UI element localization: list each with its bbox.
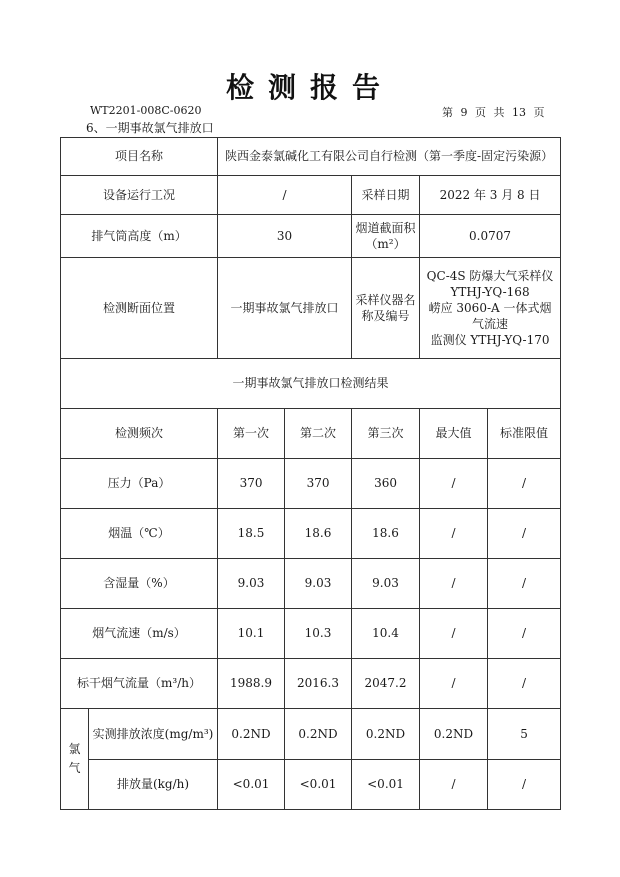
cell-second: <0.01: [285, 760, 352, 810]
table-row: [61, 659, 561, 709]
table-row: [61, 609, 561, 659]
results-header-row: [61, 409, 561, 459]
cell-third: <0.01: [352, 760, 420, 810]
cell-third: 0.2ND: [352, 709, 420, 760]
cell-first: 18.5: [218, 509, 285, 559]
header-second: 第二次: [285, 409, 352, 459]
cell-limit: /: [488, 609, 561, 659]
instrument-line-4: 监测仪 YTHJ-YQ-170: [430, 333, 550, 348]
cell-third: 2047.2: [352, 659, 420, 709]
cell-second: 0.2ND: [285, 709, 352, 760]
cell-second: 18.6: [285, 509, 352, 559]
cell-limit: /: [488, 459, 561, 509]
cell-third: 9.03: [352, 559, 420, 609]
row-label: 排放量(kg/h): [89, 760, 218, 810]
section-heading: 6、一期事故氯气排放口: [86, 121, 214, 135]
cell-limit: /: [488, 760, 561, 810]
device-status-value: /: [218, 176, 352, 215]
table-row: [61, 709, 561, 760]
table-row: [61, 459, 561, 509]
cell-second: 370: [285, 459, 352, 509]
cell-second: 10.3: [285, 609, 352, 659]
cell-max: 0.2ND: [420, 709, 488, 760]
cell-first: 1988.9: [218, 659, 285, 709]
section-position-value: 一期事故氯气排放口: [218, 258, 352, 359]
project-value: 陕西金泰氯碱化工有限公司自行检测（第一季度-固定污染源）: [218, 138, 561, 176]
cell-first: 370: [218, 459, 285, 509]
document-number: WT2201-008C-0620: [90, 104, 202, 117]
header-limit: 标准限值: [488, 409, 561, 459]
cell-first: 0.2ND: [218, 709, 285, 760]
stack-height-label: 排气筒高度（m）: [61, 215, 218, 258]
chlorine-label-text: 氯气: [68, 741, 81, 775]
device-status-label: 设备运行工况: [61, 176, 218, 215]
cell-limit: /: [488, 659, 561, 709]
cell-limit: 5: [488, 709, 561, 760]
cell-max: /: [420, 760, 488, 810]
page-info: 第 9 页 共 13 页: [442, 106, 545, 119]
flue-area-label: 烟道截面积（m²）: [352, 215, 420, 258]
project-label: 项目名称: [61, 138, 218, 176]
row-label: 烟气流速（m/s）: [61, 609, 218, 659]
row-label: 含湿量（%）: [61, 559, 218, 609]
section-position-row: [61, 258, 561, 359]
cell-max: /: [420, 559, 488, 609]
flue-area-value: 0.0707: [420, 215, 561, 258]
sample-date-value: 2022 年 3 月 8 日: [420, 176, 561, 215]
table-row: [61, 559, 561, 609]
cell-limit: /: [488, 509, 561, 559]
cell-third: 360: [352, 459, 420, 509]
table-row: [61, 760, 561, 810]
instrument-line-3: 崂应 3060-A 一体式烟气流速: [428, 300, 552, 332]
header-frequency: 检测频次: [61, 409, 218, 459]
results-caption: 一期事故氯气排放口检测结果: [61, 359, 561, 409]
row-label: 烟温（℃）: [61, 509, 218, 559]
device-row: [61, 176, 561, 215]
header-third: 第三次: [352, 409, 420, 459]
cell-max: /: [420, 659, 488, 709]
report-title: 检测报告: [225, 71, 394, 104]
cell-first: <0.01: [218, 760, 285, 810]
stack-row: [61, 215, 561, 258]
instrument-line-1: QC-4S 防爆大气采样仪: [426, 268, 554, 283]
report-table: [60, 137, 561, 810]
section-position-label: 检测断面位置: [61, 258, 218, 359]
instrument-label: 采样仪器名称及编号: [352, 258, 420, 359]
project-row: [61, 138, 561, 176]
instrument-line-2: YTHJ-YQ-168: [450, 284, 530, 299]
cell-second: 2016.3: [285, 659, 352, 709]
cell-max: /: [420, 509, 488, 559]
cell-third: 18.6: [352, 509, 420, 559]
table-row: [61, 509, 561, 559]
cell-first: 10.1: [218, 609, 285, 659]
row-label: 实测排放浓度(mg/m³): [89, 709, 218, 760]
instrument-value: [420, 258, 561, 359]
header-first: 第一次: [218, 409, 285, 459]
cell-limit: /: [488, 559, 561, 609]
cell-third: 10.4: [352, 609, 420, 659]
row-label: 标干烟气流量（m³/h）: [61, 659, 218, 709]
cell-second: 9.03: [285, 559, 352, 609]
results-caption-row: [61, 359, 561, 409]
stack-height-value: 30: [218, 215, 352, 258]
header-max: 最大值: [420, 409, 488, 459]
cell-first: 9.03: [218, 559, 285, 609]
sample-date-label: 采样日期: [352, 176, 420, 215]
cell-max: /: [420, 459, 488, 509]
row-label: 压力（Pa）: [61, 459, 218, 509]
cell-max: /: [420, 609, 488, 659]
chlorine-label: [61, 709, 89, 810]
